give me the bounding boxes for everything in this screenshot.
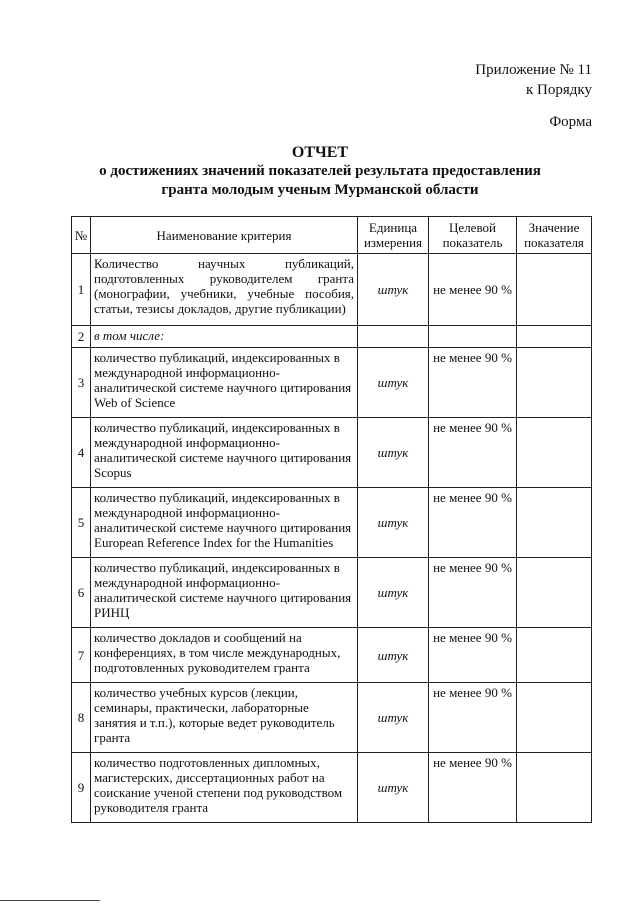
row-criterion: количество публикаций, индексированных в международной информационно-аналитической системе научного цитирования European Reference Index for the Humanities	[91, 488, 358, 558]
row-target: не менее 90 %	[429, 753, 517, 823]
appendix-line2: к Порядку	[526, 82, 592, 98]
table-row	[72, 488, 592, 558]
row-criterion: количество подготовленных дипломных, магистерских, диссертационных работ на соискание ученой степени под руководством руководителя гранта	[91, 753, 358, 823]
table-row	[72, 558, 592, 628]
table-header-row	[72, 217, 592, 254]
row-value[interactable]	[517, 488, 592, 558]
row-num: 1	[72, 254, 91, 326]
report-subtitle-line1: о достижениях значений показателей результата предоставления	[99, 163, 541, 179]
appendix-reference	[475, 60, 592, 100]
header-num: №	[72, 217, 91, 254]
row-target: не менее 90 %	[429, 558, 517, 628]
table-row	[72, 348, 592, 418]
row-value[interactable]	[517, 683, 592, 753]
row-criterion: Количество научных публикаций, подготовленных руководителем гранта (монографии, учебники, учебные пособия, статьи, тезисы докладов, другие публикации)	[91, 254, 358, 326]
row-target	[429, 326, 517, 348]
row-value[interactable]	[517, 753, 592, 823]
footnote-divider	[0, 900, 100, 901]
appendix-line1: Приложение № 11	[475, 62, 592, 78]
row-target: не менее 90 %	[429, 348, 517, 418]
row-num: 4	[72, 418, 91, 488]
row-num: 7	[72, 628, 91, 683]
row-criterion: количество публикаций, индексированных в международной информационно-аналитической системе научного цитирования Scopus	[91, 418, 358, 488]
row-target: не менее 90 %	[429, 628, 517, 683]
header-unit: Единица измерения	[358, 217, 429, 254]
row-num: 5	[72, 488, 91, 558]
row-target: не менее 90 %	[429, 488, 517, 558]
row-value[interactable]	[517, 558, 592, 628]
row-unit: штук	[358, 558, 429, 628]
row-unit: штук	[358, 683, 429, 753]
table-row	[72, 254, 592, 326]
row-num: 8	[72, 683, 91, 753]
report-subtitle-line2: гранта молодым ученым Мурманской области	[161, 182, 479, 198]
row-unit: штук	[358, 254, 429, 326]
header-value: Значение показателя	[517, 217, 592, 254]
criteria-table	[71, 216, 592, 823]
table-row	[72, 326, 592, 348]
header-target: Целевой показатель	[429, 217, 517, 254]
table-row	[72, 683, 592, 753]
table-row	[72, 753, 592, 823]
row-unit: штук	[358, 488, 429, 558]
report-title: ОТЧЕТ	[291, 144, 349, 161]
table-row	[72, 628, 592, 683]
row-value[interactable]	[517, 418, 592, 488]
row-unit: штук	[358, 418, 429, 488]
row-num: 3	[72, 348, 91, 418]
row-criterion: количество публикаций, индексированных в международной информационно-аналитической системе научного цитирования РИНЦ	[91, 558, 358, 628]
row-num: 9	[72, 753, 91, 823]
row-value[interactable]	[517, 326, 592, 348]
row-target: не менее 90 %	[429, 418, 517, 488]
row-value[interactable]	[517, 254, 592, 326]
row-unit	[358, 326, 429, 348]
row-target: не менее 90 %	[429, 254, 517, 326]
row-unit: штук	[358, 753, 429, 823]
row-target: не менее 90 %	[429, 683, 517, 753]
row-criterion: количество докладов и сообщений на конференциях, в том числе международных, подготовленных руководителем гранта	[91, 628, 358, 683]
row-num: 6	[72, 558, 91, 628]
row-unit: штук	[358, 628, 429, 683]
table-row	[72, 418, 592, 488]
header-name: Наименование критерия	[91, 217, 358, 254]
row-num: 2	[72, 326, 91, 348]
row-value[interactable]	[517, 628, 592, 683]
row-value[interactable]	[517, 348, 592, 418]
row-unit: штук	[358, 348, 429, 418]
row-criterion: количество публикаций, индексированных в международной информационно-аналитической системе научного цитирования Web of Science	[91, 348, 358, 418]
form-label: Форма	[549, 114, 592, 130]
row-criterion: в том числе:	[91, 326, 358, 348]
row-criterion: количество учебных курсов (лекции, семинары, практически, лабораторные занятия и т.п.), которые ведет руководитель гранта	[91, 683, 358, 753]
